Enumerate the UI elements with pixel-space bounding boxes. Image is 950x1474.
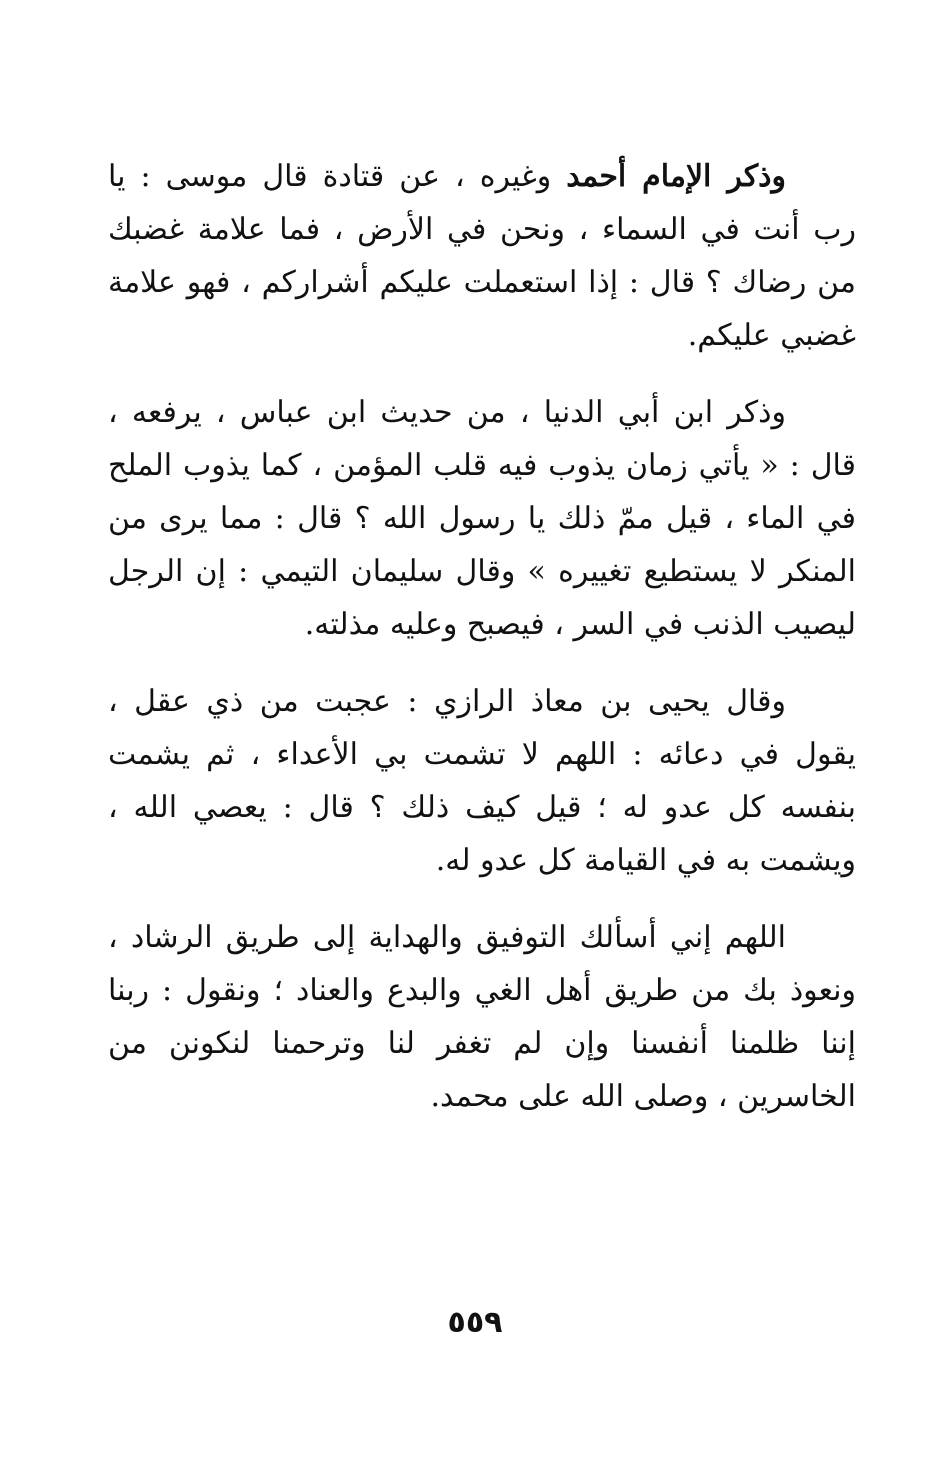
text-line: إننا ظلمنا أنفسنا وإن لم تغفر لنا وترحمنا لنكونن من (108, 1026, 856, 1061)
text-line: يقول في دعائه : اللهم لا تشمت بي الأعداء ، ثم يشمت (108, 737, 856, 772)
text-line: وقال يحيى بن معاذ الرازي : عجبت من ذي عقل ، (108, 684, 786, 719)
page-number: ٥٥٩ (447, 1305, 503, 1340)
bold-lead-phrase: وذكر الإمام أحمد (566, 159, 786, 194)
text-line: ونعوذ بك من طريق أهل الغي والبدع والعناد ؛ ونقول : ربنا (108, 973, 856, 1008)
text-line: ويشمت به في القيامة كل عدو له. (435, 843, 856, 878)
text-line: من رضاك ؟ قال : إذا استعملت عليكم أشراركم ، فهو علامة (108, 265, 856, 300)
paragraph-4 (108, 911, 856, 1123)
text-line (108, 150, 856, 203)
text-span: وغيره ، عن قتادة قال موسى : يا (108, 159, 567, 194)
text-line: ليصيب الذنب في السر ، فيصبح وعليه مذلته. (304, 607, 856, 642)
body-text (108, 150, 856, 1147)
text-line: قال : « يأتي زمان يذوب فيه قلب المؤمن ، كما يذوب الملح (108, 448, 856, 483)
text-line: في الماء ، قيل ممّ ذلك يا رسول الله ؟ قال : مما يرى من (108, 501, 856, 536)
text-line: الخاسرين ، وصلى الله على محمد. (430, 1079, 856, 1114)
text-line: وذكر ابن أبي الدنيا ، من حديث ابن عباس ، يرفعه ، (108, 395, 786, 430)
paragraph-2 (108, 386, 856, 651)
text-line: اللهم إني أسألك التوفيق والهداية إلى طريق الرشاد ، (108, 920, 786, 955)
paragraph-3 (108, 675, 856, 887)
paragraph-1 (108, 150, 856, 362)
text-line: رب أنت في السماء ، ونحن في الأرض ، فما علامة غضبك (108, 212, 856, 247)
text-line: المنكر لا يستطيع تغييره » وقال سليمان التيمي : إن الرجل (108, 554, 856, 589)
text-line: غضبي عليكم. (687, 318, 856, 353)
text-line: بنفسه كل عدو له ؛ قيل كيف ذلك ؟ قال : يعصي الله ، (108, 790, 856, 825)
